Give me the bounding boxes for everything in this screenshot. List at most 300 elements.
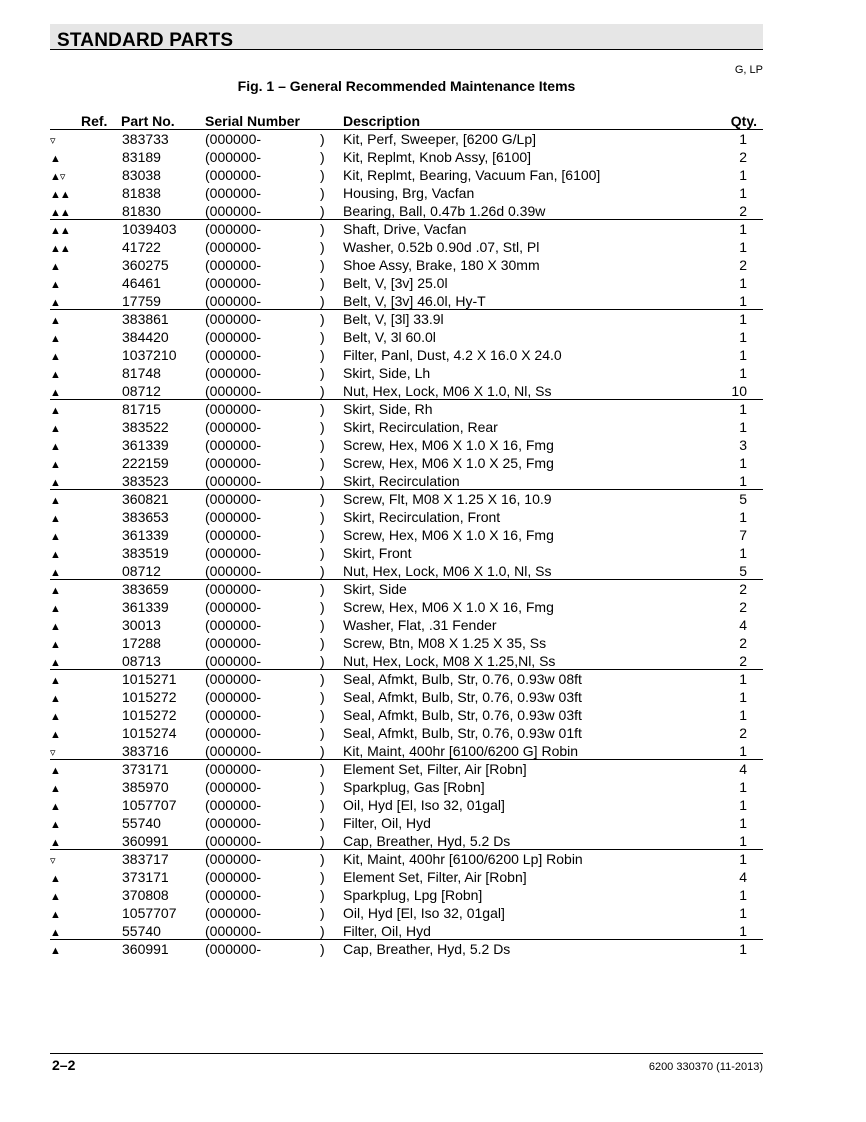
table-row: [50, 436, 763, 454]
section-title: STANDARD PARTS: [57, 30, 234, 51]
serial-number: (000000-: [205, 275, 262, 291]
quantity: 4: [739, 617, 747, 633]
part-description: Filter, Oil, Hyd: [343, 923, 431, 939]
table-row: [50, 310, 763, 328]
quantity: 2: [739, 635, 747, 651]
ref-marker: ▲: [50, 927, 60, 939]
col-qty-header: Qty.: [730, 113, 757, 129]
quantity: 1: [739, 851, 747, 867]
ref-marker: ▲: [50, 693, 60, 705]
serial-number: (000000-: [205, 365, 262, 381]
part-number: 361339: [122, 527, 169, 543]
table-row: [50, 724, 763, 742]
table-row: [50, 148, 763, 166]
part-description: Shoe Assy, Brake, 180 X 30mm: [343, 257, 540, 273]
quantity: 1: [739, 797, 747, 813]
serial-close: ): [320, 653, 325, 669]
part-description: Washer, Flat, .31 Fender: [343, 617, 497, 633]
ref-marker: ▲▿: [50, 171, 65, 183]
ref-marker: ▲: [50, 711, 60, 723]
quantity: 2: [739, 581, 747, 597]
part-number: 1015274: [122, 725, 177, 741]
part-description: Element Set, Filter, Air [Robn]: [343, 761, 527, 777]
table-header: [50, 112, 763, 130]
col-ref-header: Ref.: [81, 113, 108, 129]
part-description: Bearing, Ball, 0.47b 1.26d 0.39w: [343, 203, 546, 219]
quantity: 2: [739, 725, 747, 741]
table-row: [50, 274, 763, 292]
part-description: Skirt, Side: [343, 581, 407, 597]
serial-number: (000000-: [205, 131, 262, 147]
part-number: 361339: [122, 437, 169, 453]
table-row: [50, 544, 763, 562]
serial-close: ): [320, 491, 325, 507]
quantity: 10: [731, 383, 747, 399]
ref-marker: ▲: [50, 549, 60, 561]
table-row: [50, 796, 763, 814]
table-row: [50, 418, 763, 436]
table-row: [50, 904, 763, 922]
ref-marker: ▲▲: [50, 189, 70, 201]
part-number: 360991: [122, 833, 169, 849]
quantity: 1: [739, 905, 747, 921]
serial-number: (000000-: [205, 419, 262, 435]
serial-close: ): [320, 293, 325, 309]
serial-number: (000000-: [205, 545, 262, 561]
part-number: 384420: [122, 329, 169, 345]
col-description-header: Description: [343, 113, 421, 129]
part-number: 41722: [122, 239, 161, 255]
quantity: 1: [739, 455, 747, 471]
part-number: 83189: [122, 149, 161, 165]
serial-number: (000000-: [205, 239, 262, 255]
part-description: Seal, Afmkt, Bulb, Str, 0.76, 0.93w 08ft: [343, 671, 582, 687]
part-description: Nut, Hex, Lock, M06 X 1.0, Nl, Ss: [343, 563, 552, 579]
table-row: [50, 328, 763, 346]
part-description: Screw, Hex, M06 X 1.0 X 16, Fmg: [343, 437, 554, 453]
quantity: 1: [739, 239, 747, 255]
serial-number: (000000-: [205, 491, 262, 507]
table-row: [50, 400, 763, 418]
part-description: Kit, Perf, Sweeper, [6200 G/Lp]: [343, 131, 536, 147]
part-number: 383659: [122, 581, 169, 597]
part-description: Screw, Flt, M08 X 1.25 X 16, 10.9: [343, 491, 552, 507]
ref-marker: ▲: [50, 567, 60, 579]
ref-marker: ▲: [50, 675, 60, 687]
ref-marker: ▲: [50, 351, 60, 363]
quantity: 1: [739, 275, 747, 291]
part-number: 55740: [122, 815, 161, 831]
ref-marker: ▲: [50, 531, 60, 543]
part-number: 1057707: [122, 797, 177, 813]
ref-marker: ▲: [50, 657, 60, 669]
serial-number: (000000-: [205, 707, 262, 723]
table-row: [50, 850, 763, 868]
serial-number: (000000-: [205, 725, 262, 741]
serial-close: ): [320, 887, 325, 903]
col-serial-header: Serial Number: [205, 113, 300, 129]
serial-close: ): [320, 869, 325, 885]
part-number: 30013: [122, 617, 161, 633]
part-description: Filter, Panl, Dust, 4.2 X 16.0 X 24.0: [343, 347, 562, 363]
part-number: 373171: [122, 869, 169, 885]
part-number: 81748: [122, 365, 161, 381]
table-row: [50, 292, 763, 310]
part-number: 08712: [122, 383, 161, 399]
serial-close: ): [320, 419, 325, 435]
part-number: 222159: [122, 455, 169, 471]
ref-marker: ▲: [50, 801, 60, 813]
table-row: [50, 706, 763, 724]
quantity: 1: [739, 509, 747, 525]
part-description: Sparkplug, Lpg [Robn]: [343, 887, 483, 903]
quantity: 1: [739, 329, 747, 345]
ref-marker: ▲: [50, 639, 60, 651]
table-body: [50, 130, 763, 958]
quantity: 1: [739, 293, 747, 309]
serial-close: ): [320, 779, 325, 795]
part-number: 1015272: [122, 689, 177, 705]
ref-marker: ▲: [50, 495, 60, 507]
serial-close: ): [320, 347, 325, 363]
ref-marker: ▲: [50, 261, 60, 273]
serial-number: (000000-: [205, 455, 262, 471]
table-row: [50, 814, 763, 832]
serial-number: (000000-: [205, 437, 262, 453]
quantity: 2: [739, 257, 747, 273]
part-description: Nut, Hex, Lock, M08 X 1.25,Nl, Ss: [343, 653, 556, 669]
part-description: Screw, Btn, M08 X 1.25 X 35, Ss: [343, 635, 547, 651]
serial-close: ): [320, 941, 325, 957]
table-row: [50, 868, 763, 886]
part-number: 08713: [122, 653, 161, 669]
table-row: [50, 130, 763, 148]
part-description: Belt, V, [3l] 33.9l: [343, 311, 444, 327]
ref-marker: ▲: [50, 585, 60, 597]
table-row: [50, 382, 763, 400]
part-description: Belt, V, [3v] 46.0l, Hy-T: [343, 293, 486, 309]
quantity: 1: [739, 941, 747, 957]
table-row: [50, 184, 763, 202]
serial-number: (000000-: [205, 167, 262, 183]
part-description: Shaft, Drive, Vacfan: [343, 221, 467, 237]
part-number: 383522: [122, 419, 169, 435]
part-number: 83038: [122, 167, 161, 183]
section-header-bar: [50, 24, 763, 50]
quantity: 1: [739, 419, 747, 435]
part-description: Screw, Hex, M06 X 1.0 X 16, Fmg: [343, 527, 554, 543]
ref-marker: ▲: [50, 837, 60, 849]
serial-close: ): [320, 149, 325, 165]
table-row: [50, 454, 763, 472]
serial-close: ): [320, 833, 325, 849]
serial-number: (000000-: [205, 509, 262, 525]
footer-rule: [50, 1053, 763, 1054]
part-description: Oil, Hyd [El, Iso 32, 01gal]: [343, 797, 505, 813]
part-number: 383716: [122, 743, 169, 759]
serial-number: (000000-: [205, 887, 262, 903]
serial-close: ): [320, 527, 325, 543]
part-description: Nut, Hex, Lock, M06 X 1.0, Nl, Ss: [343, 383, 552, 399]
part-number: 17288: [122, 635, 161, 651]
serial-number: (000000-: [205, 293, 262, 309]
table-row: [50, 652, 763, 670]
serial-number: (000000-: [205, 311, 262, 327]
part-number: 81838: [122, 185, 161, 201]
serial-close: ): [320, 851, 325, 867]
part-number: 383519: [122, 545, 169, 561]
ref-marker: ▿: [50, 135, 55, 147]
part-description: Kit, Maint, 400hr [6100/6200 Lp] Robin: [343, 851, 583, 867]
table-row: [50, 922, 763, 940]
serial-number: (000000-: [205, 743, 262, 759]
serial-close: ): [320, 311, 325, 327]
ref-marker: ▿: [50, 747, 55, 759]
quantity: 1: [739, 887, 747, 903]
quantity: 1: [739, 185, 747, 201]
quantity: 7: [739, 527, 747, 543]
part-number: 1015271: [122, 671, 177, 687]
serial-number: (000000-: [205, 761, 262, 777]
part-number: 360275: [122, 257, 169, 273]
serial-close: ): [320, 329, 325, 345]
ref-marker: ▲: [50, 513, 60, 525]
ref-marker: ▲: [50, 873, 60, 885]
table-row: [50, 886, 763, 904]
part-number: 383733: [122, 131, 169, 147]
part-description: Cap, Breather, Hyd, 5.2 Ds: [343, 941, 511, 957]
quantity: 2: [739, 599, 747, 615]
part-description: Belt, V, 3l 60.0l: [343, 329, 436, 345]
quantity: 1: [739, 743, 747, 759]
ref-marker: ▲: [50, 783, 60, 795]
serial-number: (000000-: [205, 599, 262, 615]
quantity: 1: [739, 221, 747, 237]
part-description: Element Set, Filter, Air [Robn]: [343, 869, 527, 885]
quantity: 1: [739, 833, 747, 849]
part-number: 1015272: [122, 707, 177, 723]
table-row: [50, 202, 763, 220]
quantity: 2: [739, 653, 747, 669]
serial-close: ): [320, 203, 325, 219]
serial-number: (000000-: [205, 653, 262, 669]
part-description: Cap, Breather, Hyd, 5.2 Ds: [343, 833, 511, 849]
serial-close: ): [320, 239, 325, 255]
serial-close: ): [320, 383, 325, 399]
quantity: 1: [739, 923, 747, 939]
table-row: [50, 634, 763, 652]
part-number: 361339: [122, 599, 169, 615]
part-description: Sparkplug, Gas [Robn]: [343, 779, 485, 795]
serial-number: (000000-: [205, 329, 262, 345]
serial-close: ): [320, 437, 325, 453]
quantity: 1: [739, 815, 747, 831]
serial-close: ): [320, 905, 325, 921]
ref-marker: ▲: [50, 729, 60, 741]
part-number: 383523: [122, 473, 169, 489]
parts-table: [50, 112, 763, 958]
part-number: 360991: [122, 941, 169, 957]
serial-number: (000000-: [205, 779, 262, 795]
table-row: [50, 742, 763, 760]
table-row: [50, 238, 763, 256]
serial-close: ): [320, 707, 325, 723]
serial-close: ): [320, 581, 325, 597]
quantity: 4: [739, 761, 747, 777]
table-row: [50, 670, 763, 688]
serial-number: (000000-: [205, 905, 262, 921]
part-number: 1039403: [122, 221, 177, 237]
quantity: 1: [739, 545, 747, 561]
part-number: 370808: [122, 887, 169, 903]
serial-number: (000000-: [205, 527, 262, 543]
table-row: [50, 562, 763, 580]
table-row: [50, 364, 763, 382]
table-row: [50, 580, 763, 598]
quantity: 1: [739, 365, 747, 381]
ref-marker: ▲: [50, 405, 60, 417]
serial-number: (000000-: [205, 185, 262, 201]
page-number: 2–2: [52, 1057, 76, 1073]
table-row: [50, 832, 763, 850]
document-reference: 6200 330370 (11-2013): [648, 1061, 763, 1073]
ref-marker: ▲: [50, 765, 60, 777]
serial-close: ): [320, 617, 325, 633]
serial-number: (000000-: [205, 383, 262, 399]
ref-marker: ▲: [50, 459, 60, 471]
part-description: Housing, Brg, Vacfan: [343, 185, 475, 201]
serial-number: (000000-: [205, 347, 262, 363]
table-row: [50, 598, 763, 616]
quantity: 2: [739, 149, 747, 165]
serial-close: ): [320, 221, 325, 237]
ref-marker: ▲: [50, 945, 60, 957]
quantity: 3: [739, 437, 747, 453]
serial-close: ): [320, 131, 325, 147]
part-number: 1037210: [122, 347, 177, 363]
ref-marker: ▲: [50, 909, 60, 921]
ref-marker: ▲▲: [50, 225, 70, 237]
quantity: 1: [739, 689, 747, 705]
quantity: 1: [739, 473, 747, 489]
quantity: 1: [739, 347, 747, 363]
part-number: 17759: [122, 293, 161, 309]
ref-marker: ▲: [50, 297, 60, 309]
part-description: Kit, Replmt, Bearing, Vacuum Fan, [6100]: [343, 167, 601, 183]
table-row: [50, 346, 763, 364]
ref-marker: ▲: [50, 369, 60, 381]
ref-marker: ▲: [50, 387, 60, 399]
serial-close: ): [320, 761, 325, 777]
quantity: 4: [739, 869, 747, 885]
serial-close: ): [320, 365, 325, 381]
part-number: 81715: [122, 401, 161, 417]
serial-close: ): [320, 635, 325, 651]
serial-number: (000000-: [205, 149, 262, 165]
quantity: 5: [739, 563, 747, 579]
part-description: Filter, Oil, Hyd: [343, 815, 431, 831]
ref-marker: ▲: [50, 279, 60, 291]
serial-number: (000000-: [205, 257, 262, 273]
serial-close: ): [320, 545, 325, 561]
part-description: Oil, Hyd [El, Iso 32, 01gal]: [343, 905, 505, 921]
ref-marker: ▲: [50, 315, 60, 327]
serial-number: (000000-: [205, 851, 262, 867]
serial-close: ): [320, 275, 325, 291]
quantity: 1: [739, 167, 747, 183]
serial-close: ): [320, 509, 325, 525]
ref-marker: ▲: [50, 333, 60, 345]
part-description: Skirt, Recirculation, Rear: [343, 419, 498, 435]
table-row: [50, 940, 763, 958]
serial-close: ): [320, 455, 325, 471]
part-description: Washer, 0.52b 0.90d .07, Stl, Pl: [343, 239, 540, 255]
quantity: 1: [739, 401, 747, 417]
table-row: [50, 760, 763, 778]
serial-close: ): [320, 743, 325, 759]
ref-marker: ▲: [50, 621, 60, 633]
serial-close: ): [320, 401, 325, 417]
part-description: Screw, Hex, M06 X 1.0 X 16, Fmg: [343, 599, 554, 615]
quantity: 1: [739, 779, 747, 795]
quantity: 1: [739, 671, 747, 687]
serial-close: ): [320, 599, 325, 615]
table-row: [50, 166, 763, 184]
part-number: 46461: [122, 275, 161, 291]
col-part-header: Part No.: [121, 113, 175, 129]
serial-number: (000000-: [205, 635, 262, 651]
serial-close: ): [320, 185, 325, 201]
serial-number: (000000-: [205, 581, 262, 597]
part-number: 383653: [122, 509, 169, 525]
ref-marker: ▲: [50, 477, 60, 489]
serial-close: ): [320, 797, 325, 813]
part-number: 55740: [122, 923, 161, 939]
serial-number: (000000-: [205, 815, 262, 831]
table-row: [50, 490, 763, 508]
serial-close: ): [320, 563, 325, 579]
serial-number: (000000-: [205, 473, 262, 489]
serial-close: ): [320, 725, 325, 741]
part-description: Belt, V, [3v] 25.0l: [343, 275, 448, 291]
serial-number: (000000-: [205, 941, 262, 957]
part-description: Kit, Maint, 400hr [6100/6200 G] Robin: [343, 743, 579, 759]
model-code: G, LP: [734, 64, 763, 76]
serial-close: ): [320, 257, 325, 273]
part-description: Kit, Replmt, Knob Assy, [6100]: [343, 149, 532, 165]
table-row: [50, 508, 763, 526]
ref-marker: ▲: [50, 423, 60, 435]
serial-number: (000000-: [205, 617, 262, 633]
quantity: 1: [739, 707, 747, 723]
serial-number: (000000-: [205, 401, 262, 417]
ref-marker: ▲▲: [50, 243, 70, 255]
serial-number: (000000-: [205, 797, 262, 813]
quantity: 5: [739, 491, 747, 507]
part-number: 360821: [122, 491, 169, 507]
table-row: [50, 778, 763, 796]
quantity: 1: [739, 131, 747, 147]
ref-marker: ▲▲: [50, 207, 70, 219]
part-description: Seal, Afmkt, Bulb, Str, 0.76, 0.93w 03ft: [343, 689, 582, 705]
quantity: 2: [739, 203, 747, 219]
serial-number: (000000-: [205, 689, 262, 705]
part-number: 383717: [122, 851, 169, 867]
part-number: 1057707: [122, 905, 177, 921]
part-number: 08712: [122, 563, 161, 579]
serial-number: (000000-: [205, 869, 262, 885]
serial-number: (000000-: [205, 923, 262, 939]
